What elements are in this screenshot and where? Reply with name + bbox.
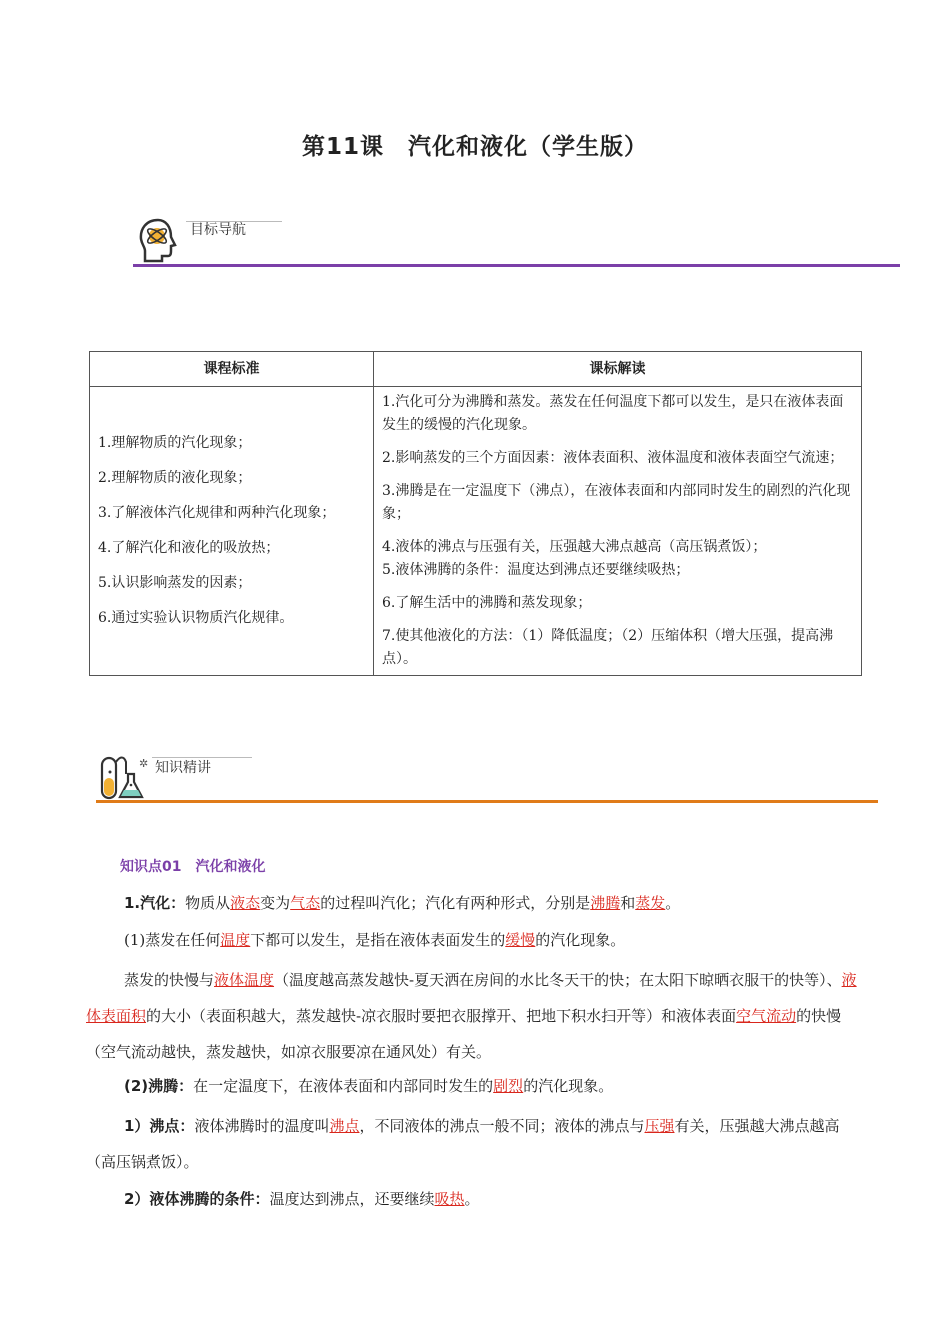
text-run: 液体沸腾时的温度叫 bbox=[194, 1117, 330, 1135]
list-item: 6.通过实验认识物质汽化规律。 bbox=[98, 610, 294, 626]
page-title: 第11课 汽化和液化（学生版） bbox=[301, 134, 648, 160]
text-run: 的过程叫汽化；汽化有两种形式，分别是 bbox=[320, 894, 591, 912]
text-run: 和 bbox=[620, 894, 636, 912]
list-item: 5.液体沸腾的条件：温度达到沸点还要继续吸热； bbox=[382, 562, 690, 578]
para-evaporation bbox=[86, 925, 860, 955]
list-item: 3.了解液体汽化规律和两种汽化现象； bbox=[98, 505, 336, 521]
table-header-standard: 课程标准 bbox=[90, 352, 374, 387]
text-run: 温度达到沸点，还要继续 bbox=[269, 1190, 435, 1208]
term-label: 1.汽化： bbox=[124, 894, 186, 912]
answer-blank: 气态 bbox=[290, 894, 321, 912]
standards-table bbox=[89, 351, 862, 676]
list-item: 3.沸腾是在一定温度下（沸点），在液体表面和内部同时发生的剧烈的汽化现象； bbox=[382, 483, 851, 522]
answer-blank: 液体表面积 bbox=[86, 971, 857, 1025]
answer-blank: 吸热 bbox=[434, 1190, 465, 1208]
answer-blank: 蒸发 bbox=[635, 894, 666, 912]
answer-blank: 沸腾 bbox=[590, 894, 621, 912]
list-item: 1.理解物质的汽化现象； bbox=[98, 435, 252, 451]
table-header-interpretation: 课标解读 bbox=[374, 352, 862, 387]
answer-blank: 剧烈 bbox=[493, 1077, 524, 1095]
list-item: 4.了解汽化和液化的吸放热； bbox=[98, 540, 280, 556]
text-run: 。 bbox=[464, 1190, 480, 1208]
text-run: 。 bbox=[665, 894, 681, 912]
text-run: ，不同液体的沸点一般不同；液体的沸点与 bbox=[359, 1117, 645, 1135]
list-item: 7.使其他液化的方法：（1）降低温度；（2）压缩体积（增大压强，提高沸点）。 bbox=[382, 628, 834, 667]
answer-blank: 液体温度 bbox=[214, 971, 275, 989]
list-item: 6.了解生活中的沸腾和蒸发现象； bbox=[382, 595, 592, 611]
knowledge-point-heading: 知识点01 汽化和液化 bbox=[120, 859, 266, 875]
text-run: 变为 bbox=[260, 894, 291, 912]
list-item: 2.理解物质的液化现象； bbox=[98, 470, 252, 486]
answer-blank: 沸点 bbox=[329, 1117, 360, 1135]
answer-blank: 空气流动 bbox=[736, 1007, 797, 1025]
text-run: 蒸发的快慢与 bbox=[124, 971, 215, 989]
text-run: 有关，压强越大沸点越高（高压锅煮饭）。 bbox=[86, 1117, 840, 1171]
text-run: 的大小（表面积越大，蒸发越快-凉衣服时要把衣服撑开、把地下积水扫开等）和液体表面 bbox=[146, 1007, 737, 1025]
section-divider-purple bbox=[133, 264, 900, 267]
answer-blank: 液态 bbox=[230, 894, 261, 912]
answer-blank: 压强 bbox=[644, 1117, 675, 1135]
para-vaporization bbox=[86, 888, 860, 918]
term-label: 1）沸点： bbox=[124, 1117, 195, 1135]
list-item: 5.认识影响蒸发的因素； bbox=[98, 575, 252, 591]
text-run: （温度越高蒸发越快-夏天洒在房间的水比冬天干的快；在太阳下晾晒衣服干的快等）、 bbox=[274, 971, 842, 989]
term-label: (2)沸腾： bbox=[124, 1077, 194, 1095]
text-run: (1)蒸发在任何 bbox=[124, 931, 221, 949]
answer-blank: 温度 bbox=[220, 931, 251, 949]
para-boiling-condition bbox=[86, 1184, 860, 1214]
para-evaporation-factors bbox=[86, 962, 860, 1070]
answer-blank: 缓慢 bbox=[505, 931, 536, 949]
list-item: 1.汽化可分为沸腾和蒸发。蒸发在任何温度下都可以发生，是只在液体表面发生的缓慢的汽化现象。 bbox=[382, 394, 844, 433]
brain-icon bbox=[136, 217, 180, 263]
interpretation-cell bbox=[374, 387, 862, 676]
text-run: 下都可以发生，是指在液体表面发生的 bbox=[250, 931, 506, 949]
para-boiling bbox=[86, 1071, 860, 1101]
section-label-knowledge: 知识精讲 bbox=[155, 760, 211, 776]
section-label-goals: 目标导航 bbox=[190, 222, 246, 238]
standards-cell bbox=[90, 387, 374, 676]
text-run: 的快慢（空气流动越快，蒸发越快，如凉衣服要凉在通风处）有关。 bbox=[86, 1007, 842, 1061]
text-run: 的汽化现象。 bbox=[535, 931, 626, 949]
list-item: 2.影响蒸发的三个方面因素：液体表面积、液体温度和液体表面空气流速； bbox=[382, 450, 844, 466]
text-run: 在一定温度下，在液体表面和内部同时发生的 bbox=[193, 1077, 494, 1095]
section-divider-orange bbox=[96, 800, 878, 803]
text-run: 物质从 bbox=[185, 894, 231, 912]
list-item: 4.液体的沸点与压强有关，压强越大沸点越高（高压锅煮饭）； bbox=[382, 539, 767, 555]
para-boiling-point bbox=[86, 1108, 860, 1180]
text-run: 的汽化现象。 bbox=[523, 1077, 614, 1095]
term-label: 2）液体沸腾的条件： bbox=[124, 1190, 270, 1208]
sparkle-icon: ✲ bbox=[139, 757, 149, 770]
